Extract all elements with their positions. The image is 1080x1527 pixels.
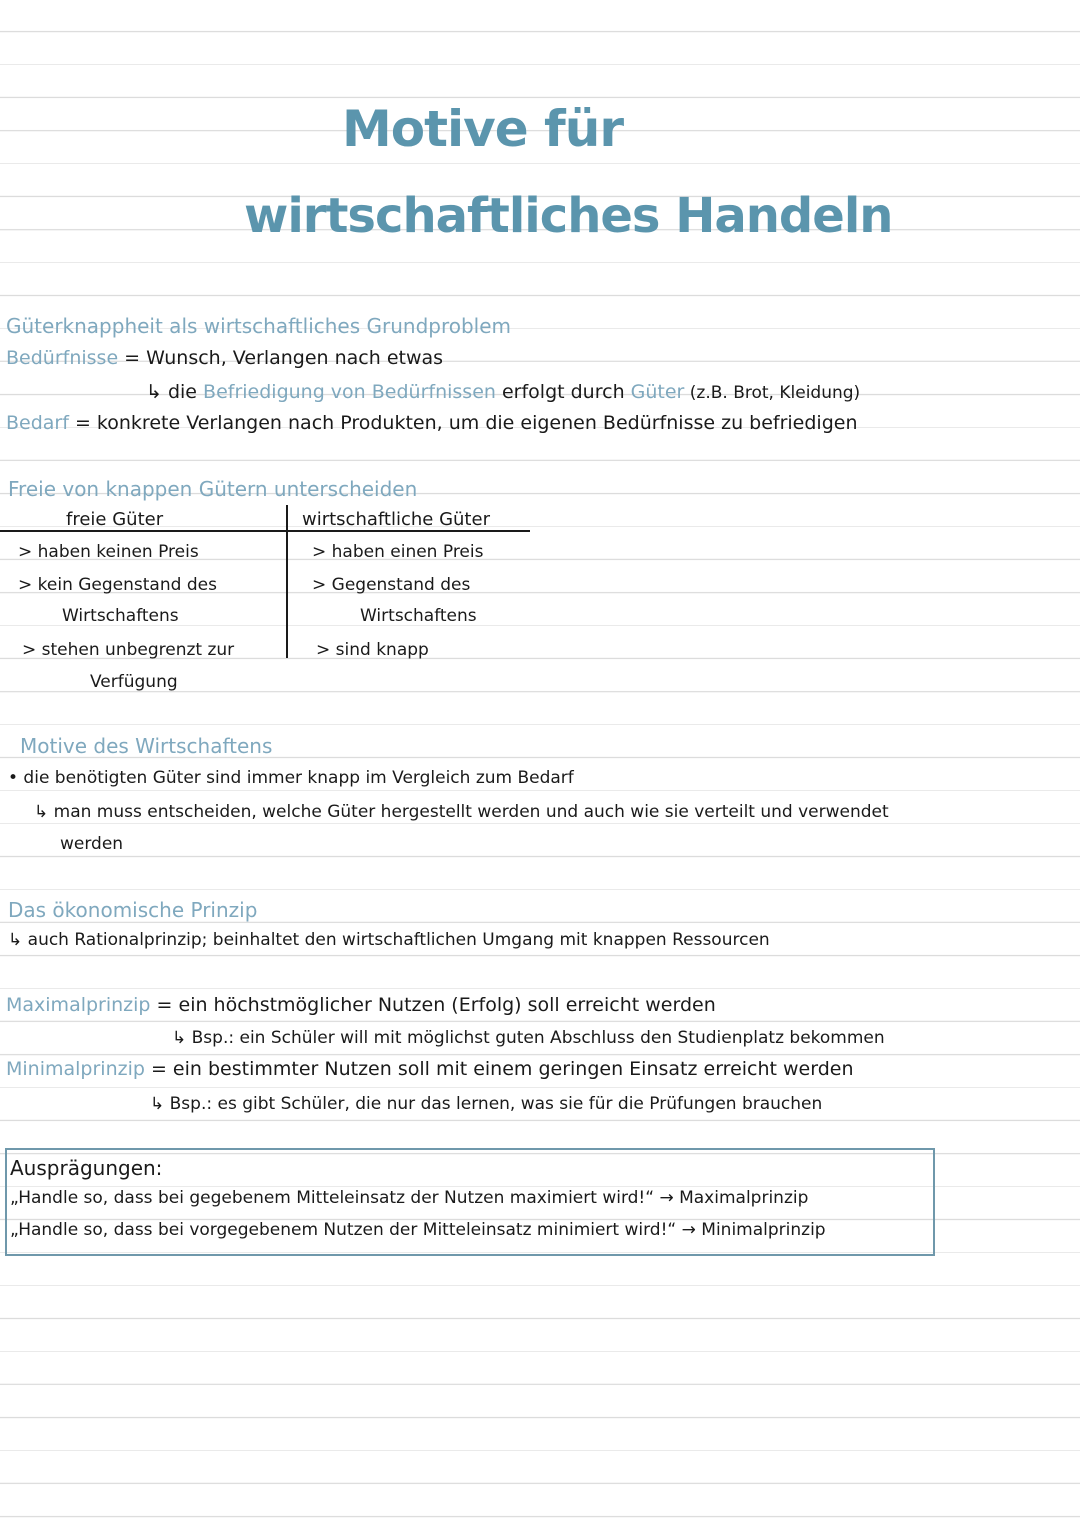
section-heading-gueterknappheit: Güterknappheit als wirtschaftliches Grundproblem xyxy=(6,314,512,338)
arrow-icon: ↳ xyxy=(146,381,162,403)
description-text: ↳ auch Rationalprinzip; beinhaltet den wirtschaftlichen Umgang mit knappen Ressourcen xyxy=(8,930,770,950)
definition-beduerfnisse xyxy=(6,347,443,369)
list-item: Wirtschaftens xyxy=(360,606,477,626)
box-line-minimalprinzip: „Handle so, dass bei vorgegebenem Nutzen der Mitteleinsatz minimiert wird!“ → Minimalprinzip xyxy=(10,1220,826,1240)
section-heading-motive: Motive des Wirtschaftens xyxy=(20,734,273,758)
bullet-item: • die benötigten Güter sind immer knapp im Vergleich zum Bedarf xyxy=(8,768,574,788)
sub-item-continuation: werden xyxy=(60,834,124,854)
definition-minimalprinzip: Minimalprinzip = ein bestimmter Nutzen soll mit einem geringen Einsatz erreicht werden xyxy=(6,1058,854,1080)
definition-bedarf: Bedarf = konkrete Verlangen nach Produkten, um die eigenen Bedürfnisse zu befriedigen xyxy=(6,412,858,434)
list-item: > Gegenstand des xyxy=(312,575,471,595)
box-line-maximalprinzip: „Handle so, dass bei gegebenem Mitteleinsatz der Nutzen maximiert wird!“ → Maximalprinzip xyxy=(10,1188,809,1208)
definition-maximalprinzip: Maximalprinzip = ein höchstmöglicher Nutzen (Erfolg) soll erreicht werden xyxy=(6,994,716,1016)
list-item: > haben keinen Preis xyxy=(18,542,199,562)
sub-item: ↳ man muss entscheiden, welche Güter hergestellt werden und auch wie sie verteilt und verwendet xyxy=(34,802,889,822)
column-header-freie-gueter: freie Güter xyxy=(66,509,164,530)
example-minimalprinzip: ↳ Bsp.: es gibt Schüler, die nur das lernen, was sie für die Prüfungen brauchen xyxy=(150,1094,823,1114)
table-column-divider xyxy=(286,505,288,658)
term-maximalprinzip: Maximalprinzip xyxy=(6,994,151,1016)
section-heading-gueter-unterscheiden: Freie von knappen Gütern unterscheiden xyxy=(8,477,418,501)
column-header-wirtschaftliche-gueter: wirtschaftliche Güter xyxy=(302,509,490,530)
list-item: > stehen unbegrenzt zur xyxy=(22,640,235,660)
term-bedarf: Bedarf xyxy=(6,412,69,434)
box-heading: Ausprägungen: xyxy=(10,1156,163,1180)
list-item: Verfügung xyxy=(90,672,178,692)
list-item: Wirtschaftens xyxy=(62,606,179,626)
page-title-line2: wirtschaftliches Handeln xyxy=(244,188,893,244)
definition-subline: ↳ die Befriedigung von Bedürfnissen erfolgt durch Güter (z.B. Brot, Kleidung) xyxy=(146,381,861,403)
list-item: > kein Gegenstand des xyxy=(18,575,217,595)
example-maximalprinzip: ↳ Bsp.: ein Schüler will mit möglichst guten Abschluss den Studienplatz bekommen xyxy=(172,1028,885,1048)
page-title-line1: Motive für xyxy=(342,100,624,158)
list-item: > sind knapp xyxy=(316,640,429,660)
term-gueter: Güter xyxy=(630,381,685,403)
definition-text: = Wunsch, Verlangen nach etwas xyxy=(118,347,444,369)
section-heading-oekonomisches-prinzip: Das ökonomische Prinzip xyxy=(8,898,258,922)
list-item: > haben einen Preis xyxy=(312,542,484,562)
table-header-divider xyxy=(0,530,530,532)
term-befriedigung: Befriedigung von Bedürfnissen xyxy=(203,381,496,403)
term-beduerfnisse: Bedürfnisse xyxy=(6,347,119,369)
term-minimalprinzip: Minimalprinzip xyxy=(6,1058,145,1080)
